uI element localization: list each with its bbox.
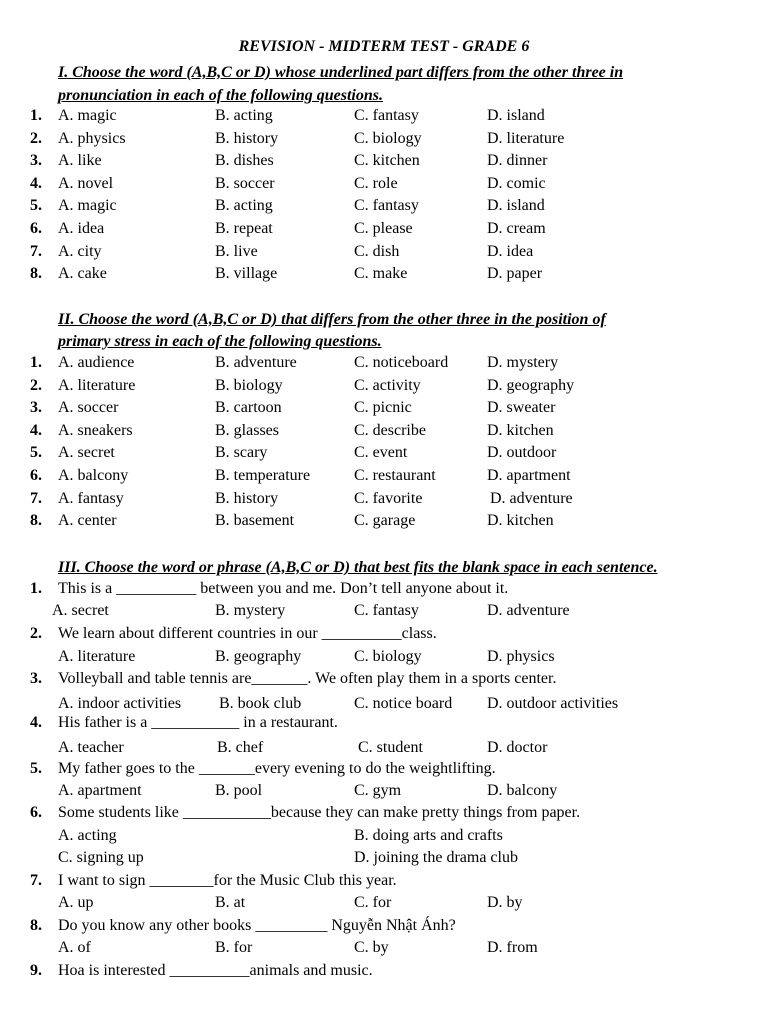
option-a: A. magic [58, 197, 117, 215]
s3-question-6-options-row1 [0, 825, 768, 847]
s1-question-2 [0, 128, 768, 150]
option-a: A. acting [58, 827, 117, 844]
question-number: 7. [30, 872, 42, 889]
option-c: C. garage [354, 512, 416, 530]
option-c: C. favorite [354, 489, 423, 507]
option-a: A. like [58, 152, 102, 170]
question-text: His father is a ___________ in a restaurant. [58, 714, 338, 731]
option-d: D. idea [487, 242, 534, 260]
option-a: A. magic [58, 107, 117, 124]
option-c: C. fantasy [354, 197, 419, 215]
question-number: 8. [30, 512, 42, 530]
option-d: D. joining the drama club [354, 849, 518, 866]
s1-question-3 [0, 150, 768, 172]
option-d: D. from [487, 939, 538, 956]
option-b: B. acting [215, 197, 273, 215]
option-b: B. doing arts and crafts [354, 827, 503, 844]
option-a: A. teacher [58, 739, 124, 756]
option-d: D. outdoor activities [487, 695, 619, 712]
section1-heading-line1: I. Choose the word (A,B,C or D) whose underlined part differs from the other three in [58, 64, 624, 81]
option-d: D. outdoor [487, 444, 557, 462]
option-c: C. fantasy [354, 602, 419, 619]
option-b: B. dishes [215, 152, 274, 170]
option-a: A. audience [58, 354, 135, 371]
option-a: A. cake [58, 265, 107, 283]
option-c: C. by [354, 939, 389, 956]
option-b: B. geography [215, 648, 302, 665]
question-number: 7. [30, 489, 42, 507]
question-text: This is a __________ between you and me. Don’t tell anyone about it. [58, 580, 509, 597]
option-a: A. soccer [58, 399, 119, 417]
s1-question-6 [0, 218, 768, 240]
option-b: B. at [215, 894, 246, 911]
option-a: A. fantasy [58, 489, 124, 507]
option-d: D. adventure [490, 489, 573, 507]
section1-heading-line2: pronunciation in each of the following questions. [58, 87, 383, 104]
option-c: C. notice board [354, 695, 453, 712]
option-a: A. of [58, 939, 91, 956]
option-c: C. student [358, 739, 423, 756]
question-number: 3. [30, 399, 42, 417]
question-number: 6. [30, 467, 42, 484]
question-number: 6. [30, 220, 42, 237]
s3-question-2-options [0, 646, 768, 668]
question-number: 2. [30, 376, 42, 394]
option-b: B. cartoon [215, 399, 282, 417]
option-b: B. for [215, 939, 253, 956]
option-b: B. temperature [215, 467, 311, 484]
option-d: D. cream [487, 220, 546, 237]
question-number: 8. [30, 917, 42, 934]
s1-question-1 [0, 105, 768, 127]
s3-question-5-options [0, 780, 768, 802]
s2-question-8 [0, 510, 768, 532]
s3-question-4 [0, 712, 768, 734]
s1-question-5 [0, 195, 768, 217]
question-number: 4. [30, 174, 42, 192]
s2-question-1 [0, 352, 768, 374]
question-number: 3. [30, 670, 42, 687]
option-b: B. chef [217, 739, 264, 756]
option-d: D. physics [487, 648, 555, 665]
option-b: B. pool [215, 782, 263, 799]
option-a: A. physics [58, 129, 126, 147]
option-c: C. biology [354, 648, 422, 665]
option-b: B. mystery [215, 602, 286, 619]
option-d: D. doctor [487, 739, 548, 756]
question-number: 2. [30, 129, 42, 147]
option-c: C. kitchen [354, 152, 420, 170]
s3-question-4-options [0, 737, 768, 759]
option-d: D. island [487, 107, 545, 124]
option-a: A. literature [58, 648, 136, 665]
s2-question-2 [0, 375, 768, 397]
option-c: C. event [354, 444, 408, 462]
s1-question-7 [0, 241, 768, 263]
question-text: Volleyball and table tennis are_______. We often play them in a sports center. [58, 670, 557, 687]
question-text: Hoa is interested __________animals and music. [58, 962, 373, 979]
option-c: C. make [354, 265, 408, 283]
option-d: D. kitchen [487, 421, 554, 439]
option-c: C. describe [354, 421, 426, 439]
option-c: C. fantasy [354, 107, 419, 124]
question-text: My father goes to the _______every evening to do the weightlifting. [58, 760, 496, 777]
s2-question-6 [0, 465, 768, 487]
option-c: C. dish [354, 242, 400, 260]
question-number: 1. [30, 580, 42, 597]
option-a: A. indoor activities [58, 695, 182, 712]
question-number: 7. [30, 242, 42, 260]
question-number: 6. [30, 804, 42, 821]
option-b: B. basement [215, 512, 295, 530]
option-c: C. restaurant [354, 467, 436, 484]
s2-question-4 [0, 420, 768, 442]
option-a: A. literature [58, 376, 136, 394]
s3-question-5 [0, 758, 768, 780]
s2-question-5 [0, 442, 768, 464]
s2-question-3 [0, 397, 768, 419]
option-b: B. live [215, 242, 258, 260]
option-b: B. history [215, 129, 279, 147]
question-number: 5. [30, 197, 42, 215]
option-b: B. acting [215, 107, 273, 124]
s3-question-7 [0, 870, 768, 892]
s3-question-6-options-row2 [0, 847, 768, 869]
s3-question-2 [0, 623, 768, 645]
question-number: 4. [30, 421, 42, 439]
option-a: A. balcony [58, 467, 129, 484]
s3-question-7-options [0, 892, 768, 914]
s3-question-1 [0, 578, 768, 600]
option-a: A. secret [52, 602, 109, 619]
s3-question-9 [0, 960, 768, 982]
option-a: A. secret [58, 444, 115, 462]
question-number: 4. [30, 714, 42, 731]
s1-question-8 [0, 263, 768, 285]
option-b: B. adventure [215, 354, 297, 371]
section3-heading: III. Choose the word or phrase (A,B,C or D) that best fits the blank space in each sentence. [58, 559, 658, 576]
option-d: D. adventure [487, 602, 570, 619]
option-b: B. history [215, 489, 279, 507]
option-d: D. dinner [487, 152, 548, 170]
option-a: A. city [58, 242, 102, 260]
question-text: Do you know any other books _________ Nguyễn Nhật Ánh? [58, 917, 456, 934]
s3-question-3 [0, 668, 768, 690]
option-d: D. apartment [487, 467, 571, 484]
option-c: C. activity [354, 376, 421, 394]
option-d: D. balcony [487, 782, 558, 799]
option-d: D. sweater [487, 399, 556, 417]
option-a: A. apartment [58, 782, 142, 799]
option-c: C. for [354, 894, 392, 911]
option-b: B. biology [215, 376, 283, 394]
section2-heading-line2: primary stress in each of the following questions. [58, 333, 382, 350]
question-number: 2. [30, 625, 42, 642]
section2-heading-line1: II. Choose the word (A,B,C or D) that differs from the other three in the position of [58, 311, 606, 328]
option-c: C. gym [354, 782, 402, 799]
option-a: A. center [58, 512, 117, 530]
option-d: D. comic [487, 174, 546, 192]
s3-question-8 [0, 915, 768, 937]
question-number: 1. [30, 354, 42, 371]
option-b: B. village [215, 265, 278, 283]
option-d: D. kitchen [487, 512, 554, 530]
option-d: D. mystery [487, 354, 559, 371]
option-b: B. glasses [215, 421, 279, 439]
option-c: C. role [354, 174, 398, 192]
option-c: C. picnic [354, 399, 412, 417]
option-b: B. repeat [215, 220, 273, 237]
option-d: D. geography [487, 376, 575, 394]
question-text: I want to sign ________for the Music Club this year. [58, 872, 397, 889]
s3-question-8-options [0, 937, 768, 959]
option-b: B. scary [215, 444, 268, 462]
option-b: B. book club [219, 695, 302, 712]
option-d: D. literature [487, 129, 565, 147]
s3-question-1-options [0, 600, 768, 622]
option-c: C. biology [354, 129, 422, 147]
question-number: 9. [30, 962, 42, 979]
question-number: 8. [30, 265, 42, 283]
option-a: A. idea [58, 220, 105, 237]
question-text: Some students like ___________because they can make pretty things from paper. [58, 804, 581, 821]
option-c: C. noticeboard [354, 354, 449, 371]
option-d: D. by [487, 894, 523, 911]
s1-question-4 [0, 173, 768, 195]
s2-question-7 [0, 488, 768, 510]
option-d: D. island [487, 197, 545, 215]
question-number: 5. [30, 444, 42, 462]
s3-question-6 [0, 802, 768, 824]
question-number: 1. [30, 107, 42, 124]
option-c: C. signing up [58, 849, 144, 866]
option-a: A. sneakers [58, 421, 133, 439]
question-number: 5. [30, 760, 42, 777]
option-a: A. up [58, 894, 94, 911]
option-a: A. novel [58, 174, 114, 192]
option-d: D. paper [487, 265, 543, 283]
question-text: We learn about different countries in our __________class. [58, 625, 437, 642]
option-c: C. please [354, 220, 413, 237]
question-number: 3. [30, 152, 42, 170]
page-title: REVISION - MIDTERM TEST - GRADE 6 [238, 38, 530, 55]
option-b: B. soccer [215, 174, 275, 192]
